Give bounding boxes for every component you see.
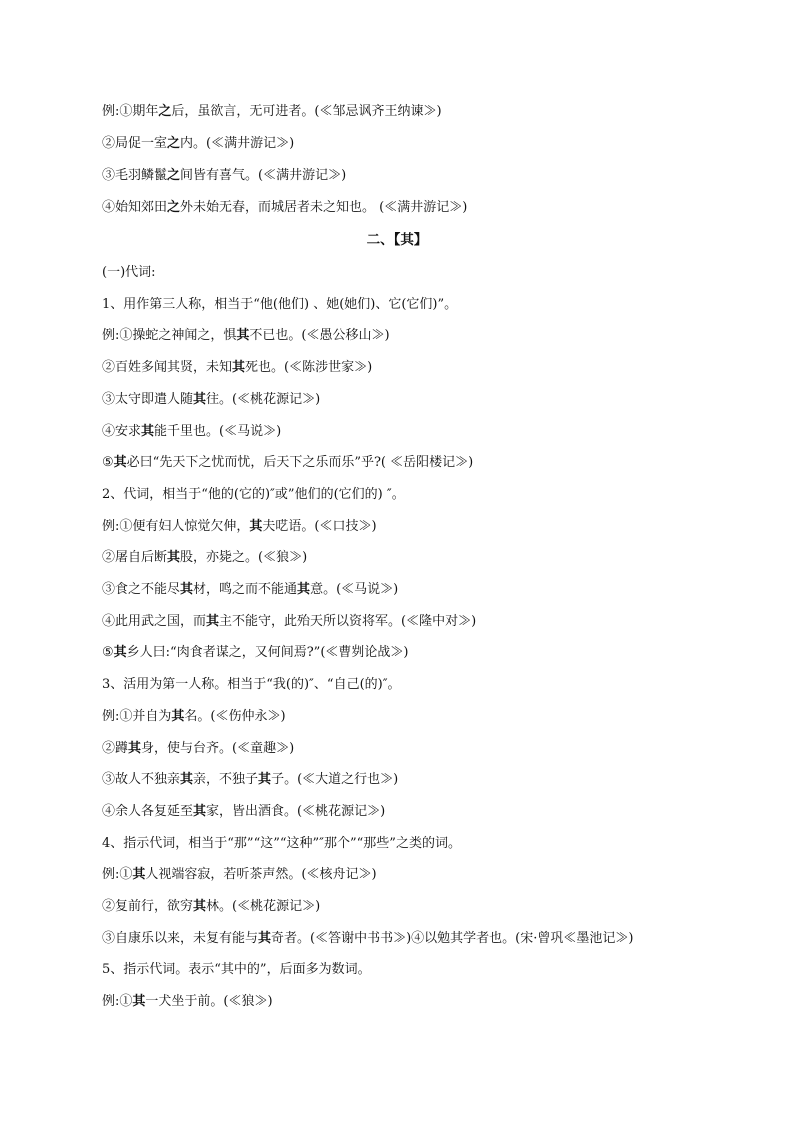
emphasized-character: 之 — [167, 168, 181, 183]
emphasized-character: 其 — [171, 708, 185, 724]
emphasized-character: 其 — [132, 994, 146, 1010]
text-segment: 家，皆出酒食。(≪桃花源记≫) — [206, 803, 386, 819]
text-segment: 内。(≪满井游记≫) — [180, 136, 295, 151]
text-segment: ②复前行，欲穷 — [102, 899, 194, 914]
emphasized-character: 其 — [113, 645, 127, 661]
text-segment: 5、指示代词。表示“其中的”，后面多为数词。 — [102, 962, 371, 978]
emphasized-character: 其 — [167, 550, 181, 566]
text-segment: ③自康乐以来，未复有能与 — [102, 930, 259, 946]
text-segment: 材，鸣之而不能通 — [193, 582, 298, 597]
text-segment: ②百姓多闻其贤，未知 — [102, 360, 233, 376]
text-line — [102, 360, 722, 376]
emphasized-character: 之 — [158, 104, 172, 119]
text-line — [102, 994, 722, 1010]
text-line — [102, 899, 722, 915]
emphasized-character: 其 — [132, 867, 146, 883]
text-segment: 主不能守，此殆天所以资将军。(≪隆中对≫) — [219, 613, 477, 629]
text-segment: 不已也。(≪愚公移山≫) — [249, 328, 390, 344]
emphasized-character: 其 — [193, 391, 207, 407]
emphasized-character: 其 — [258, 930, 272, 946]
text-segment: ③故人不独亲 — [102, 772, 181, 788]
text-segment: 股，亦毙之。(≪狼≫) — [180, 550, 308, 566]
text-line — [102, 550, 722, 566]
emphasized-character: 其 — [232, 360, 246, 376]
text-segment: 一犬坐于前。(≪狼≫) — [145, 994, 273, 1010]
text-segment: 夫呓语。(≪口技≫) — [262, 518, 377, 534]
text-segment: ④余人各复延至 — [102, 803, 194, 819]
text-line — [102, 265, 722, 281]
emphasized-character: 其 — [128, 740, 142, 756]
text-segment: 4、指示代词，相当于“那”“这”“这种”″那个”“那些”之类的词。 — [102, 835, 461, 851]
text-line — [102, 836, 722, 852]
text-segment: ⑤ — [102, 455, 114, 471]
text-line — [102, 867, 722, 883]
emphasized-character: 其 — [180, 582, 194, 597]
text-line — [102, 200, 722, 216]
text-line — [102, 772, 722, 788]
text-segment: 例:①并自为 — [102, 708, 172, 724]
text-segment: 例:①期年 — [102, 104, 159, 119]
text-line — [102, 741, 722, 757]
text-line — [102, 645, 722, 661]
text-segment: 奇者。(≪答谢中书书≫)④以勉其学者也。(宋·曾巩≪墨池记≫) — [271, 930, 634, 946]
text-line — [102, 392, 722, 408]
text-segment: ④安求 — [102, 423, 142, 439]
text-segment: 子。(≪大道之行也≫) — [271, 772, 399, 788]
text-segment: ②屠自后断 — [102, 550, 168, 566]
text-line — [102, 931, 722, 947]
text-segment: 3、活用为第一人称。相当于“我(的)″、“自己(的)″。 — [102, 677, 401, 693]
text-line — [102, 136, 722, 152]
text-line — [102, 104, 722, 120]
text-segment: 必曰“先天下之忧而忧，后天下之乐而乐”乎?( ≪岳阳楼记≫) — [126, 455, 474, 471]
text-line — [102, 962, 722, 978]
text-segment: ②蹲 — [102, 740, 129, 756]
text-line — [102, 677, 722, 693]
text-segment: 死也。(≪陈涉世家≫) — [245, 360, 373, 376]
text-segment: ③食之不能尽 — [102, 582, 181, 597]
text-segment: 人视端容寂，若听茶声然。(≪核舟记≫) — [145, 867, 377, 883]
text-segment: 意。(≪马说≫) — [310, 582, 399, 597]
text-segment: 间皆有喜气。(≪满井游记≫) — [180, 168, 347, 183]
text-segment: 外未始无春，而城居者未之知也。 (≪满井游记≫) — [180, 200, 468, 215]
text-segment: 往。(≪桃花源记≫) — [206, 391, 321, 407]
text-segment: 乡人曰:“肉食者谋之，又何间焉?”(≪曹刿论战≫) — [126, 645, 409, 661]
text-segment: 例:① — [102, 994, 133, 1010]
text-segment: 身，使与台齐。(≪童趣≫) — [141, 740, 295, 756]
text-segment: 林。(≪桃花源记≫) — [206, 899, 321, 914]
text-segment: ②局促一室 — [102, 136, 168, 151]
text-segment: ⑤ — [102, 645, 114, 661]
emphasized-character: 其 — [236, 328, 250, 344]
text-segment: 名。(≪伤仲永≫) — [184, 708, 286, 724]
emphasized-character: 其 — [180, 772, 194, 788]
emphasized-character: 其 — [141, 423, 155, 439]
text-line — [102, 614, 722, 630]
text-line — [102, 709, 722, 725]
emphasized-character: 其 — [206, 613, 220, 629]
emphasized-character: 之 — [167, 136, 181, 151]
text-segment: ④此用武之国，而 — [102, 613, 207, 629]
text-segment: 1、用作第三人称，相当于“他(他们) 、她(她们)、它(它们)”。 — [102, 296, 458, 312]
text-line — [102, 804, 722, 820]
text-segment: ④始知郊田 — [102, 200, 168, 215]
text-line — [102, 328, 722, 344]
text-line — [102, 297, 722, 313]
text-line — [102, 519, 722, 535]
text-segment: ③太守即遣人随 — [102, 391, 194, 407]
text-line — [102, 424, 722, 440]
emphasized-character: 之 — [167, 200, 181, 215]
text-segment: 后，虽欲言，无可进者。(≪邹忌讽齐王纳谏≫) — [171, 104, 442, 119]
text-line — [102, 455, 722, 471]
text-segment: (一)代词: — [102, 265, 156, 280]
text-segment: ③毛羽鳞鬣 — [102, 168, 168, 183]
section-heading: 二、【其】 — [366, 232, 428, 248]
emphasized-character: 其 — [193, 899, 207, 914]
emphasized-character: 其 — [258, 772, 272, 788]
text-line — [102, 487, 722, 503]
emphasized-character: 其 — [193, 803, 207, 819]
text-segment: 例:①操蛇之神闻之，惧 — [102, 328, 237, 344]
text-segment: 例:① — [102, 867, 133, 883]
emphasized-character: 其 — [113, 455, 127, 471]
text-segment: 能千里也。(≪马说≫) — [154, 423, 282, 439]
text-line — [102, 168, 722, 184]
text-segment: 亲，不独子 — [193, 772, 259, 788]
text-segment: 2、代词，相当于“他的(它的)″或”他们的(它们的) ″。 — [102, 486, 405, 502]
text-line — [102, 582, 722, 598]
emphasized-character: 其 — [297, 582, 311, 597]
emphasized-character: 其 — [249, 518, 263, 534]
text-segment: 例:①便有妇人惊觉欠伸， — [102, 518, 250, 534]
